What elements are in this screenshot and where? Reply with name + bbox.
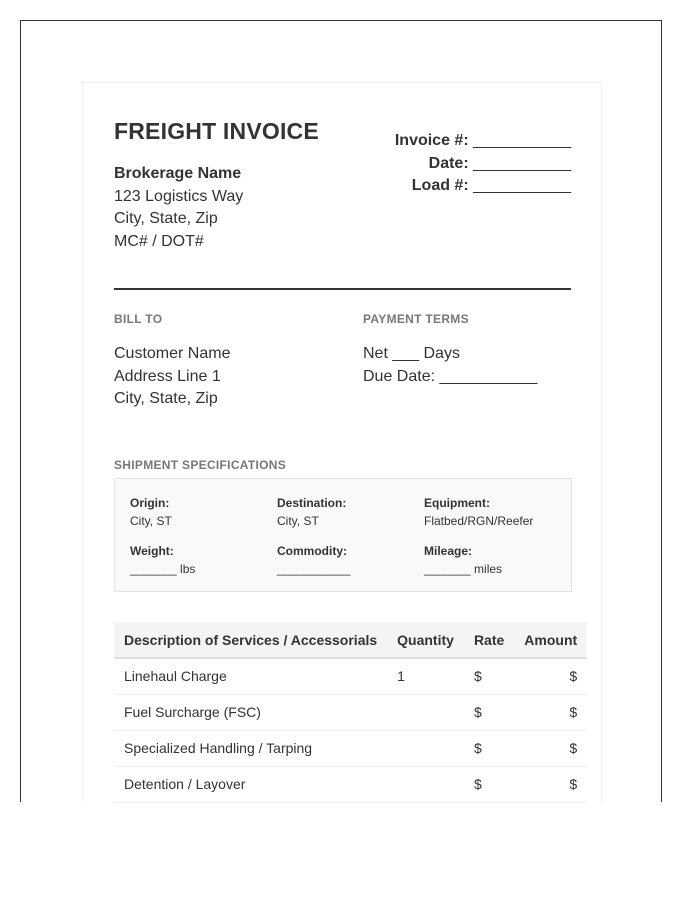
row-amount: $ — [514, 766, 587, 802]
spec-equipment — [424, 495, 533, 529]
header-amount: Amount — [514, 622, 587, 658]
load-number-row — [395, 175, 571, 198]
row-quantity — [387, 766, 464, 802]
spec-destination-value: City, ST — [277, 514, 319, 528]
spec-origin — [130, 495, 172, 529]
due-date: Due Date: ___________ — [363, 367, 538, 385]
spec-origin-label: Origin: — [130, 496, 170, 510]
row-quantity — [387, 730, 464, 766]
spec-commodity — [277, 543, 350, 577]
spec-commodity-value: ___________ — [277, 562, 351, 576]
row-rate: $ — [464, 658, 514, 694]
header-divider — [114, 288, 571, 290]
row-description: Linehaul Charge — [114, 658, 387, 694]
row-rate: $ — [464, 730, 514, 766]
table-header-row — [114, 622, 587, 658]
row-rate: $ — [464, 694, 514, 730]
spec-commodity-label: Commodity: — [277, 544, 347, 558]
table-row — [114, 730, 587, 766]
spec-equipment-label: Equipment: — [424, 496, 490, 510]
customer-name: Customer Name — [114, 345, 231, 362]
invoice-date-field[interactable]: ___________ — [473, 154, 571, 172]
brokerage-address: 123 Logistics Way — [114, 187, 244, 205]
customer-city: City, State, Zip — [114, 390, 218, 407]
spec-weight — [130, 543, 195, 577]
row-quantity: 1 — [387, 658, 464, 694]
invoice-number-row — [395, 130, 571, 153]
shipment-specs-box — [114, 478, 572, 592]
spec-origin-value: City, ST — [130, 514, 172, 528]
spec-mileage-value: _______ miles — [424, 562, 503, 576]
spec-weight-label: Weight: — [130, 544, 174, 558]
header-quantity: Quantity — [387, 622, 464, 658]
row-description: Specialized Handling / Tarping — [114, 730, 387, 766]
invoice-number-field[interactable]: ___________ — [473, 132, 571, 149]
spec-mileage — [424, 543, 502, 577]
invoice-document — [82, 82, 602, 803]
net-terms: Net ___ Days — [363, 345, 460, 362]
brokerage-info — [114, 163, 243, 253]
page-frame — [20, 20, 662, 802]
table-row — [114, 658, 587, 694]
payment-terms-heading: PAYMENT TERMS — [363, 312, 469, 326]
shipment-specs-heading: SHIPMENT SPECIFICATIONS — [114, 458, 287, 472]
invoice-date-label: Date: — [428, 154, 469, 172]
spec-destination-label: Destination: — [277, 496, 347, 510]
header-description: Description of Services / Accessorials — [114, 622, 387, 658]
spec-mileage-label: Mileage: — [424, 544, 473, 558]
invoice-date-row — [395, 153, 571, 176]
row-description: Fuel Surcharge (FSC) — [114, 694, 387, 730]
brokerage-name: Brokerage Name — [114, 165, 242, 182]
row-amount: $ — [514, 730, 587, 766]
invoice-title: FREIGHT INVOICE — [114, 118, 319, 144]
customer-address: Address Line 1 — [114, 367, 221, 385]
row-amount: $ — [514, 694, 587, 730]
row-description: Detention / Layover — [114, 766, 387, 802]
spec-weight-value: _______ lbs — [130, 562, 196, 576]
table-row — [114, 766, 587, 802]
invoice-meta — [395, 130, 571, 198]
spec-equipment-value: Flatbed/RGN/Reefer — [424, 514, 534, 528]
brokerage-mc-dot: MC# / DOT# — [114, 232, 204, 250]
bill-to-heading: BILL TO — [114, 312, 163, 326]
header-rate: Rate — [464, 622, 514, 658]
invoice-number-label: Invoice #: — [394, 132, 469, 149]
table-row — [114, 694, 587, 730]
load-number-field[interactable]: ___________ — [473, 177, 571, 194]
row-amount: $ — [514, 658, 587, 694]
row-quantity — [387, 694, 464, 730]
bill-to-details — [114, 343, 230, 411]
load-number-label: Load #: — [411, 177, 469, 194]
services-table — [114, 622, 587, 803]
brokerage-city: City, State, Zip — [114, 210, 218, 227]
row-rate: $ — [464, 766, 514, 802]
spec-destination — [277, 495, 346, 529]
payment-terms-details — [363, 343, 537, 388]
